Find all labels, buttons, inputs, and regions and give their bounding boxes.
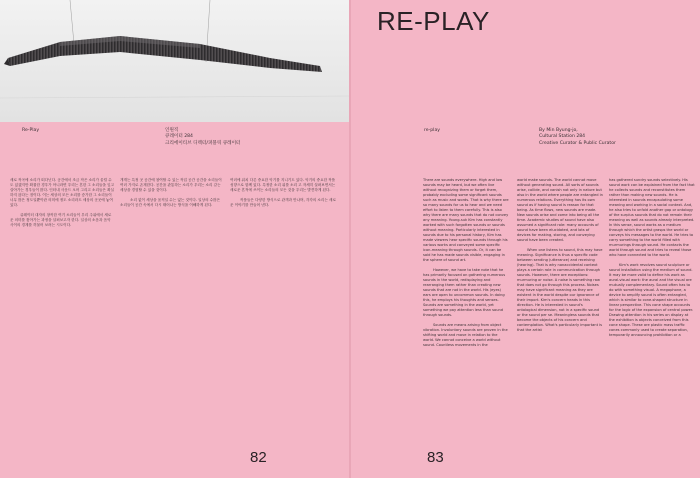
left-column-2: [120, 178, 224, 213]
paragraph: When one listens to sound, this may have meaning. Significance is thus a specific code between sending (utterance) and receiving (hearing). That is why nonaccidental context plays a certain role in communication through sounds. However, there are exceptions: murmuring or noise. A noise is something raw that does not go through this process. Noises may have significant meaning as they are existent in the world despite our ignorance of their import. Kim's concern heads in this direction. He is interested in sound's ontological dimension, not in a specific sound or the sound per se. Meaningless sounds that become the objects of his concern and contemplation. What's particularly important is that the artist: [517, 248, 603, 332]
left-caption-label: Re-Play: [22, 128, 40, 133]
paragraph: 소리 없이 세상을 움직일 수는 없는 것이다. 일상의 수많은 소리들이 공간 속에서 다시 태어나는 방식을 이해하게 된다.: [120, 198, 221, 207]
paragraph: There are sounds everywhere. High and low sounds may be heard, but we often live without recognizing them or forget them, probably excluding some significant sounds such as music and words. That is why there are so many sounds for us to hear and we need effort to listen to them carefully. This is also why there are many sounds that do not convey any meaning. Young-suk Kim has constantly worked with such forgotten sounds or sounds without meaning. Particularly interested in sounds due to his personal history, Kim has made viewers hear specific sounds through his various works and conveyed some specific icon-meaning through sounds. Or, it can be said he has made sounds visible, engaging in the sphere of sound art.: [423, 178, 509, 262]
paragraph: 새로 작곡에 소리가 떠다닌다. 공간에서 조금 작은 소리가 울릴 수도 있겠지만 확률한 경우가 아니라면 우리는 흔한 그 소리들을 잊고 살아가는 경우들이 많다. 인터내 사운드 오어 그리고 소리들은 확실하지 않다는 점이다. 이는 세상의 모든 소리를 증가한 그 소리들이 너무 많은 정도일뿐이란 의미에 정도 소리라도 세상의 곳곳에 놓여있다.: [10, 178, 115, 207]
paragraph: has gathered sundry sounds selectively. His sound work can be explained from the fact that he collects sounds and reconstitutes them rather than making new sounds. He is interested in sounds encapsulating some meaning and working in a social context. And, he also tries to unfold another gap or ontology of the surplus sounds that do not remain their meaning as well as sounds already interpreted. In this sense, sound works as a medium through which the artist grasps the world or conveys his messages to the world. He tries to carry something to the world filled with murmurings through sound. He contacts the world through sound and tries to reveal those who have connected to the world.: [609, 178, 695, 257]
left-byline: [165, 128, 325, 147]
paragraph: 큐레이터 대자의 창작한 여기 소리들이 우리 주위에서 새로운 의미를 찾아가는 과정을 살펴보고자 한다. 일상의 소음과 음악 사이의 경계를 허물어 보려는 시도이다.: [10, 213, 112, 227]
page-title: RE-PLAY: [377, 6, 490, 36]
paragraph: However, we have to take note that he has primarily focused on gathering numerous sounds in the world, redisplaying and rearranging them rather than creating new sounds that are not in the world. His (eyes) ears are open to uncommon sounds. In doing this, he employs his thoughts and senses. Sounds are something in the world, yet something we pay attention less than sound through sounds.: [423, 268, 506, 317]
paragraph: 개개는 특정 곳 공간에 참여할 수 있는 작업 공간 공간을 소리들이 여러 가지로 존재한다. 공간을 관통하는 소리가 우리는 소리 같는 세상을 경험할 수 있을 것이다.: [120, 178, 222, 192]
left-column-1: [10, 178, 114, 233]
paragraph: 여러에 위치 다른 중요한 악기를 지니기도 있다. 악기의 중요한 작품 성향으로 함께 있다. 특정한 소리 위를 소리 고 자세히 살펴보면서는 새로운 흔적에 쓰이는 소리들의 모든 것을 우리는 발견하게 된다.: [230, 178, 336, 192]
left-role: 큐레이터 284: [165, 134, 193, 140]
right-page: [351, 0, 700, 478]
right-column-2: [517, 178, 603, 338]
right-caption-label: re-play: [424, 128, 440, 133]
left-column-3: [230, 178, 338, 213]
paragraph: world make sounds. The world cannot move without generating sound. All sorts of sounds arise, collide, and vanish not only in nature but also in the world where people are entangled in numerous relations. Everything has its own sound as if having sound is reason for that being. As time flows, new sounds are made. New sounds arise and come into being all the time. Academic studies of sound have also assumed a significant role: many accounts of sound have been elucidated, and lots of devices for making, storing, and conveying sound have been created.: [517, 178, 603, 242]
left-author: 인원직: [165, 128, 179, 133]
right-byline: [539, 128, 689, 147]
right-column-1: [423, 178, 509, 353]
paragraph: Kim's work revolves sound sculpture or sound installation using the medium of sound. It may be more valid to define his work as aural-visual work: the aural and the visual are mutually complementary. Sound often has to do with something visual. A megaphone, a device to amplify sound is often entangled, which is similar to cone-shaped structure in linear perspective. This cone shape accounts for the logic of the expansion of central power. Drawing attention in his series on display at the exhibition is objects conceived from this cone shape. These are plastic mass traffic cones commonly used to create separation, temporarily announcing prohibition or a: [609, 263, 694, 337]
paragraph: Sounds are means arising from object vibration. Involuntary sounds are proven in the shifting world and move in relation to the world. We cannot conceive a world without sound. Countless movements in the: [423, 323, 508, 347]
right-column-3: [609, 178, 695, 343]
hanging-sculpture-image: [0, 0, 349, 122]
left-page: [0, 0, 349, 478]
installation-photo: [0, 0, 349, 122]
right-role: Cultural Station 284: [539, 134, 586, 140]
right-affiliation: Creative Curator & Public Curator: [539, 140, 616, 146]
paragraph: 작품들은 다양한 방식으로 관객과 만나며, 각각의 소리는 새로운 이야기를 만들어 낸다.: [230, 198, 336, 207]
left-affiliation: 크리에이티브 디렉터/퍼블릭 큐레이터: [165, 140, 241, 146]
page-number-right: 83: [427, 449, 444, 466]
page-number-left: 82: [250, 449, 267, 466]
right-author: By Min Byung-jo,: [539, 128, 578, 133]
